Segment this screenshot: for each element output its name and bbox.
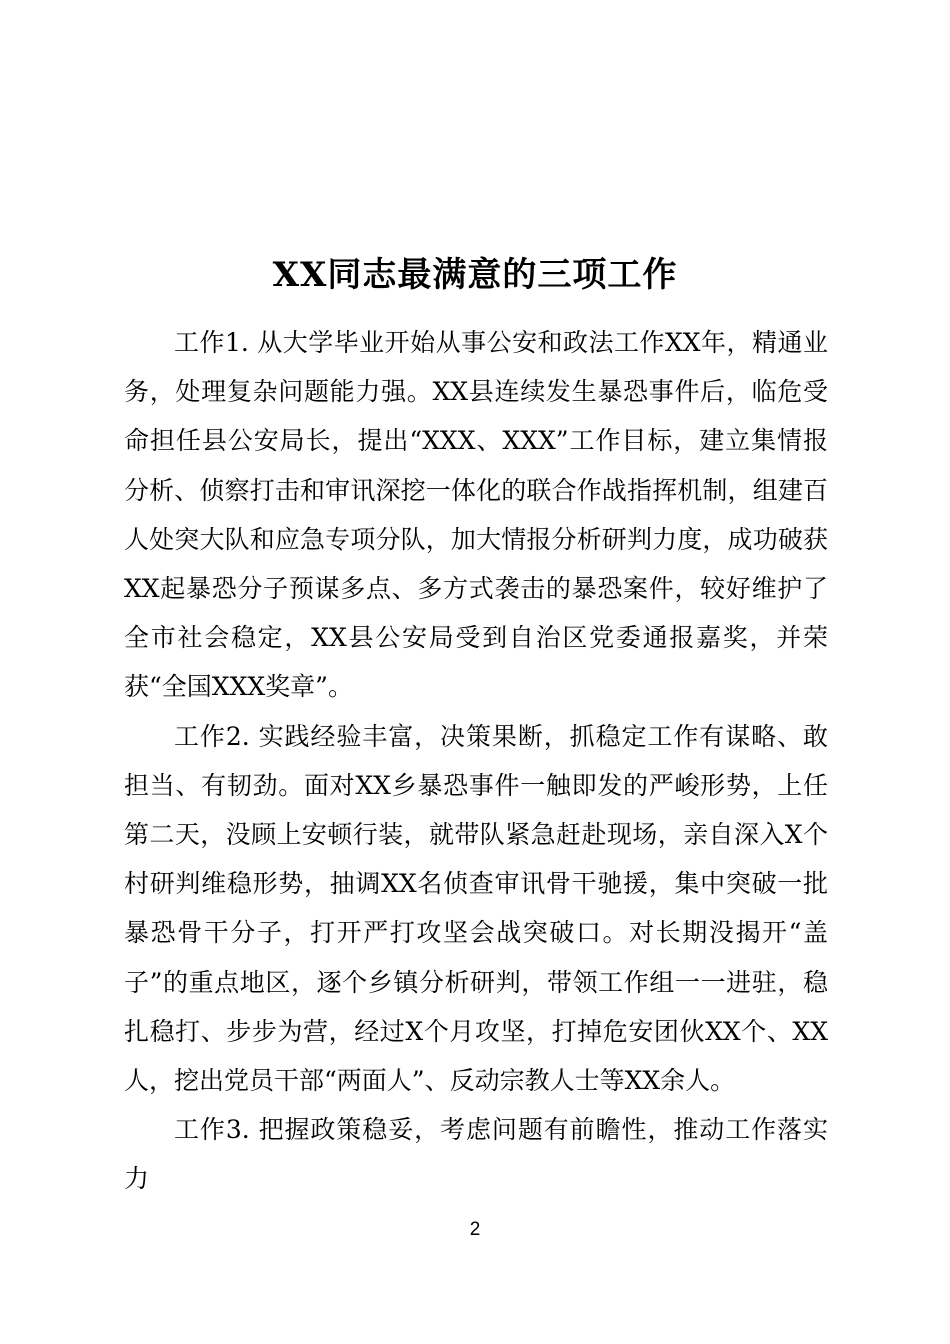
paragraph-lead: 工作 [174, 1115, 226, 1145]
paragraph-work-1 [124, 318, 828, 712]
paragraph-lead: 工作 [174, 721, 226, 751]
paragraph-text: 1. 从大学毕业开始从事公安和政法工作XX年，精通业务，处理复杂问题能力强。XX县连续发生暴恐事件后，临危受命担任县公安局长，提出“XXX、XXX”工作目标，建立集情报分析、侦察打击和审讯深挖一体化的联合作战指挥机制，组建百人处突大队和应急专项分队，加大情报分析研判力度，成功破获XX起暴恐分子预谋多点、多方式袭击的暴恐案件，较好维护了全市社会稳定，XX县公安局受到自治区党委通报嘉奖，并荣获“全国XXX奖章”。 [124, 328, 828, 702]
paragraph-lead: 工作 [174, 328, 225, 357]
paragraph-work-2 [124, 712, 828, 1106]
paragraph-work-3 [124, 1105, 828, 1203]
page-number: 2 [469, 1219, 481, 1240]
page-title: XX同志最满意的三项工作 [272, 254, 678, 295]
paragraph-text: 3. 把握政策稳妥，考虑问题有前瞻性，推动工作落实力 [124, 1115, 828, 1194]
paragraph-text: 2. 实践经验丰富，决策果断，抓稳定工作有谋略、敢担当、有韧劲。面对XX乡暴恐事件一触即发的严峻形势，上任第二天，没顾上安顿行装，就带队紧急赶赴现场，亲自深入X个村研判维稳形势，抽调XX名侦查审讯骨干驰援，集中突破一批暴恐骨干分子，打开严打攻坚会战突破口。对长期没揭开“盖子”的重点地区，逐个乡镇分析研判，带领工作组一一进驻，稳扎稳打、步步为营，经过X个月攻坚，打掉危安团伙XX个、XX人，挖出党员干部“两面人”、反动宗教人士等XX余人。 [124, 721, 828, 1096]
document-body [124, 318, 828, 1204]
